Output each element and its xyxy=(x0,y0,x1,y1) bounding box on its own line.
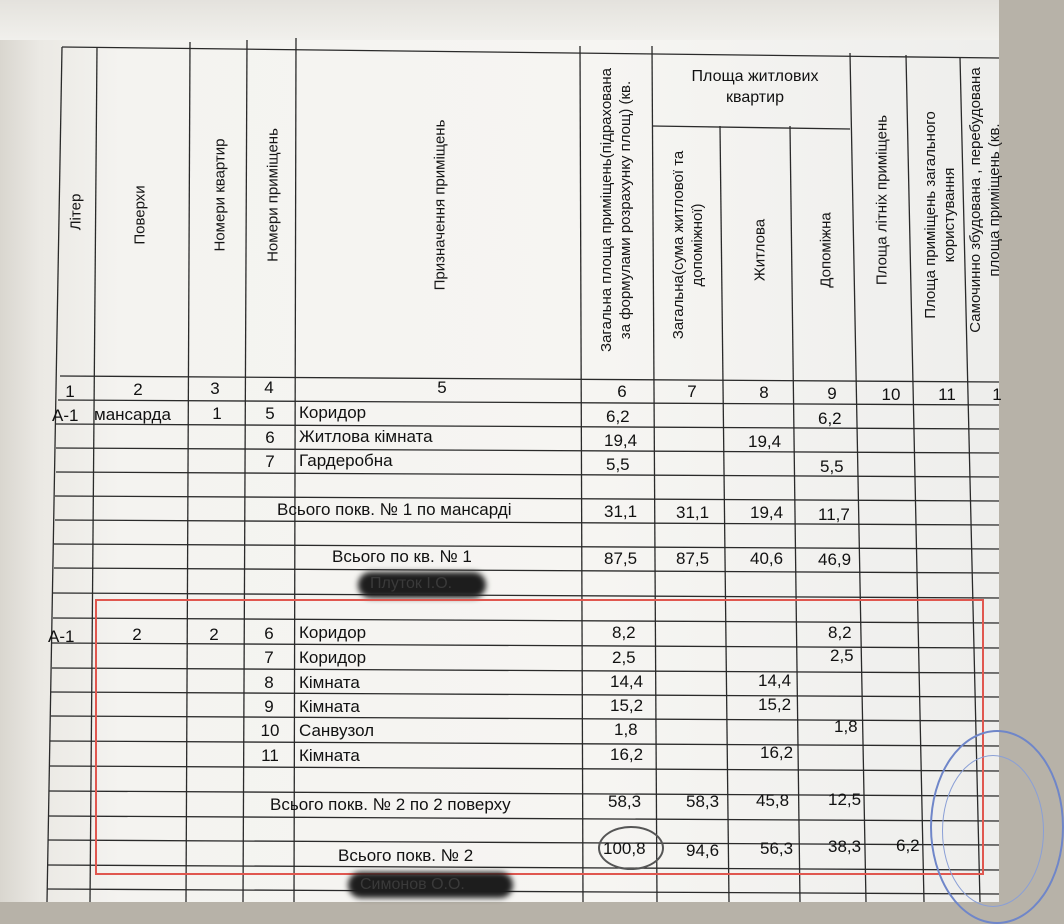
row4-c9: 11,7 xyxy=(818,505,850,524)
header-living-area-group: Площа житлових квартир xyxy=(691,68,819,106)
col-number-7: 7 xyxy=(687,382,697,401)
row6-purpose: Коридор xyxy=(299,623,367,642)
col-number-8: 8 xyxy=(759,383,769,402)
row11-living: 16,2 xyxy=(760,743,794,762)
row1-liter: А-1 xyxy=(52,406,79,425)
row1-aux: 6,2 xyxy=(818,409,842,428)
row7-room: 7 xyxy=(264,648,274,667)
header-total-area: Загальна площа приміщень(підрахована за формулами розрахунку площ) (кв. xyxy=(598,68,634,352)
row3-aux: 5,5 xyxy=(820,457,844,476)
col-number-2: 2 xyxy=(133,380,143,399)
col-number-6: 6 xyxy=(617,382,627,401)
row10-purpose: Санвузол xyxy=(299,721,375,740)
row8-purpose: Кімната xyxy=(299,673,360,692)
header-room-numbers: Номери приміщень xyxy=(264,128,282,262)
row2-room: 6 xyxy=(265,428,275,447)
header-liter: Літер xyxy=(67,193,85,231)
row9-room: 9 xyxy=(264,697,274,716)
row7-purpose: Коридор xyxy=(299,648,367,667)
row9-total: 15,2 xyxy=(610,696,644,715)
row5-c8: 40,6 xyxy=(750,549,784,568)
highlight-box xyxy=(95,599,984,875)
row12-total: 58,3 xyxy=(608,792,642,811)
row5-label: Всього по кв. № 1 xyxy=(332,547,472,566)
header-living: Житлова xyxy=(751,218,769,282)
row8-total: 14,4 xyxy=(610,672,644,691)
row4-c7: 31,1 xyxy=(676,503,710,522)
row13-c9: 38,3 xyxy=(828,837,862,856)
row9-purpose: Кімната xyxy=(299,697,360,716)
row1-apt: 1 xyxy=(212,404,222,423)
row6-total: 8,2 xyxy=(612,623,636,642)
signature-text-2: Симонов О.О. xyxy=(360,876,465,893)
col-number-11: 11 xyxy=(938,385,956,404)
row1-room: 5 xyxy=(265,404,275,423)
row1-purpose: Коридор xyxy=(299,403,367,422)
col-number-9: 9 xyxy=(827,384,837,403)
col-number-3: 3 xyxy=(210,379,220,398)
signature-text-1: Плуток І.О. xyxy=(370,575,453,592)
header-common-use-area: Площа приміщень загального користування xyxy=(922,111,958,319)
stamp-inner xyxy=(942,755,1044,907)
header-summer-area: Площа літніх приміщень xyxy=(873,114,891,286)
row9-living: 15,2 xyxy=(758,695,792,714)
row12-label: Всього покв. № 2 по 2 поверху xyxy=(270,795,511,814)
row1-total: 6,2 xyxy=(606,407,630,426)
row3-room: 7 xyxy=(265,452,275,471)
row13-c8: 56,3 xyxy=(760,839,794,858)
row5-total: 87,5 xyxy=(604,549,638,568)
row6-room: 6 xyxy=(264,624,274,643)
row4-c8: 19,4 xyxy=(750,503,784,522)
header-apartment-numbers: Номери квартир xyxy=(211,138,229,252)
row7-total: 2,5 xyxy=(612,648,636,667)
row4-label: Всього покв. № 1 по мансарді xyxy=(277,500,512,519)
row2-total: 19,4 xyxy=(604,431,638,450)
header-floors: Поверхи xyxy=(131,185,149,245)
row12-c9: 12,5 xyxy=(828,790,862,809)
col-number-5: 5 xyxy=(437,378,447,397)
row13-c10: 6,2 xyxy=(896,836,920,855)
header-unauthorized-area: Самочинно збудована , перебудована площа приміщень (кв. xyxy=(967,67,1003,333)
row6-apt: 2 xyxy=(209,625,219,644)
row12-c7: 58,3 xyxy=(686,792,720,811)
row6-liter: А-1 xyxy=(48,627,75,646)
row11-purpose: Кімната xyxy=(299,746,360,765)
row2-purpose: Житлова кімната xyxy=(299,427,433,446)
row10-room: 10 xyxy=(260,721,280,740)
row12-c8: 45,8 xyxy=(756,791,790,810)
row7-aux: 2,5 xyxy=(830,646,854,665)
header-room-purpose: Призначення приміщень xyxy=(431,119,449,291)
row2-living: 19,4 xyxy=(748,432,782,451)
col-number-12: 1 xyxy=(992,385,1002,404)
row4-total: 31,1 xyxy=(604,502,638,521)
row5-c9: 46,9 xyxy=(818,550,852,569)
header-auxiliary: Допоміжна xyxy=(817,212,835,288)
row11-total: 16,2 xyxy=(610,745,644,764)
row6-aux: 8,2 xyxy=(828,623,852,642)
row3-purpose: Гардеробна xyxy=(299,451,393,470)
row6-floor: 2 xyxy=(132,625,142,644)
row8-room: 8 xyxy=(264,673,274,692)
row3-total: 5,5 xyxy=(606,455,630,474)
row5-c7: 87,5 xyxy=(676,549,710,568)
col-number-10: 10 xyxy=(881,385,901,404)
row13-label: Всього покв. № 2 xyxy=(338,846,474,865)
row11-room: 11 xyxy=(261,746,279,765)
header-total-living-aux: Загальна(сума житлової та допоміжної) xyxy=(670,150,706,340)
row10-total: 1,8 xyxy=(614,720,638,739)
col-number-4: 4 xyxy=(264,378,274,397)
row13-total: 100,8 xyxy=(603,839,646,858)
row1-floor: мансарда xyxy=(94,405,171,424)
col-number-1: 1 xyxy=(65,382,75,401)
row10-aux: 1,8 xyxy=(834,717,858,736)
row13-c7: 94,6 xyxy=(686,841,720,860)
row8-living: 14,4 xyxy=(758,671,792,690)
